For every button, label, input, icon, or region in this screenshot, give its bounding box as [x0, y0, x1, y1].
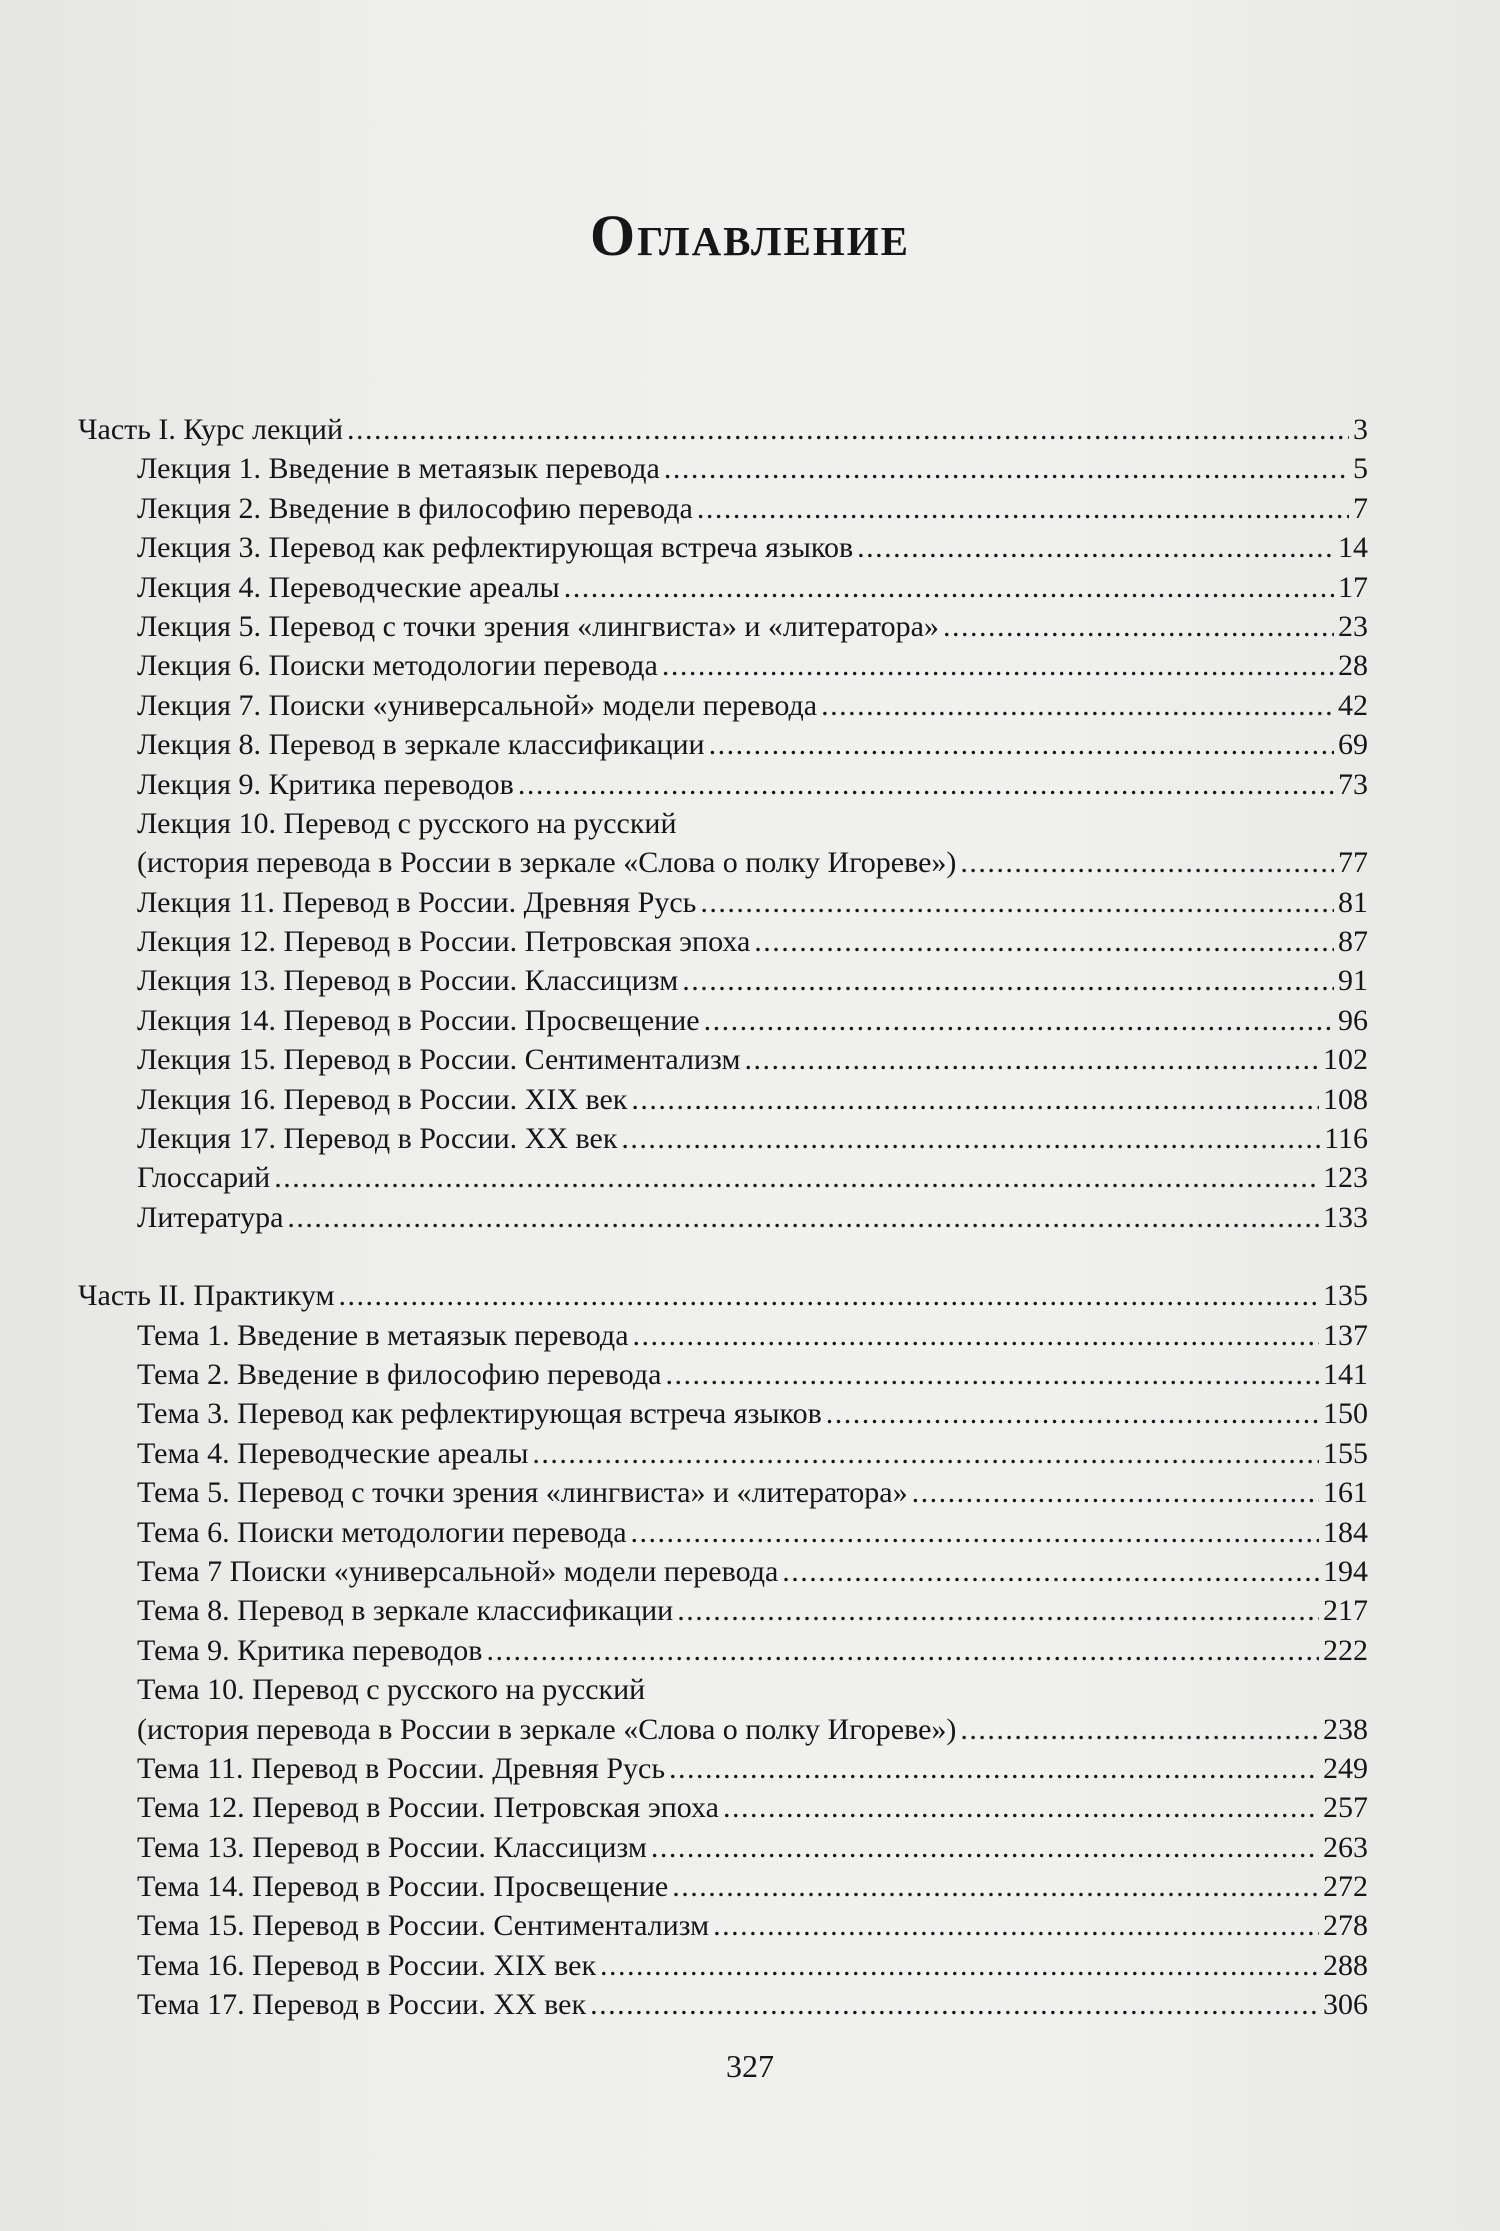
toc-entry-title: Лекция 12. Перевод в России. Петровская эпоха — [137, 925, 751, 959]
toc-entry — [78, 725, 1368, 764]
toc-entry-page: 150 — [1323, 1397, 1368, 1431]
toc-entry-page: 141 — [1323, 1357, 1368, 1391]
dot-leader — [590, 1985, 1319, 2024]
toc-entry-page: 77 — [1338, 846, 1368, 880]
dot-leader — [662, 646, 1334, 685]
toc-entry-title: (история перевода в России в зеркале «Слова о полку Игореве») — [137, 846, 957, 880]
toc-entry-title: Лекция 14. Перевод в России. Просвещение — [137, 1003, 700, 1037]
toc-entry-title: Лекция 3. Перевод как рефлектирующая встреча языков — [137, 531, 854, 565]
toc-entry-title: Лекция 7. Поиски «универсальной» модели перевода — [137, 688, 818, 722]
dot-leader — [857, 528, 1334, 567]
toc-entry-page: 102 — [1323, 1043, 1368, 1077]
toc-entry-continuation — [78, 843, 1368, 882]
dot-leader — [532, 1434, 1319, 1473]
dot-leader — [287, 1198, 1319, 1237]
toc-entry — [78, 1631, 1368, 1670]
toc-entry-page: 96 — [1338, 1003, 1368, 1037]
dot-leader — [682, 961, 1334, 1000]
dot-leader — [960, 843, 1334, 882]
dot-leader — [672, 1867, 1319, 1906]
toc-entry — [78, 1749, 1368, 1788]
dot-leader — [723, 1788, 1319, 1827]
toc-entry — [78, 568, 1368, 607]
toc-entry-title: Тема 14. Перевод в России. Просвещение — [137, 1870, 669, 1904]
toc-entry — [78, 528, 1368, 567]
toc-entry-title: Тема 12. Перевод в России. Петровская эпоха — [137, 1791, 719, 1825]
dot-leader — [631, 1513, 1319, 1552]
toc-entry-page: 288 — [1323, 1948, 1368, 1982]
dot-leader — [274, 1158, 1319, 1197]
dot-leader — [713, 1906, 1319, 1945]
dot-leader — [960, 1710, 1319, 1749]
toc-entry-title: Лекция 13. Перевод в России. Классицизм — [137, 964, 679, 998]
toc-entry-continuation — [78, 1710, 1368, 1749]
toc-entry-page: 133 — [1323, 1200, 1368, 1234]
dot-leader — [912, 1473, 1319, 1512]
page-title: Оглавление — [590, 203, 910, 268]
toc-entry-page: 28 — [1338, 649, 1368, 683]
toc-entry-title: Часть II. Практикум — [78, 1279, 335, 1313]
toc-entry — [78, 1985, 1368, 2024]
toc-entry — [78, 1080, 1368, 1119]
toc-entry-page: 23 — [1338, 609, 1368, 643]
toc-entry-title: Тема 11. Перевод в России. Древняя Русь — [137, 1751, 666, 1785]
toc-part-heading — [78, 1276, 1368, 1315]
toc-entry-title: Лекция 10. Перевод с русского на русский — [137, 806, 677, 840]
toc-entry-title: Лекция 5. Перевод с точки зрения «лингвиста» и «литератора» — [137, 609, 939, 643]
toc-entry-page: 194 — [1323, 1554, 1368, 1588]
toc-entry-page: 73 — [1338, 767, 1368, 801]
dot-leader — [782, 1552, 1319, 1591]
dot-leader — [633, 1316, 1319, 1355]
toc-entry-page: 81 — [1338, 885, 1368, 919]
toc-entry — [78, 1867, 1368, 1906]
toc-entry-title: (история перевода в России в зеркале «Слова о полку Игореве») — [137, 1712, 957, 1746]
toc-entry-page: 69 — [1338, 728, 1368, 762]
toc-entry-page: 87 — [1338, 925, 1368, 959]
toc-entry-title: Тема 1. Введение в метаязык перевода — [137, 1318, 629, 1352]
toc-entry-title: Тема 4. Переводческие ареалы — [137, 1436, 529, 1470]
toc-entry — [78, 804, 1368, 843]
dot-leader — [621, 1119, 1320, 1158]
toc-entry-page: 137 — [1323, 1318, 1368, 1352]
toc-entry-title: Лекция 1. Введение в метаязык перевода — [137, 452, 660, 486]
toc-entry — [78, 1513, 1368, 1552]
dot-leader — [677, 1591, 1319, 1630]
toc-entry-page: 91 — [1338, 964, 1368, 998]
dot-leader — [709, 725, 1334, 764]
page-number: 327 — [726, 2048, 774, 2084]
toc-entry-page: 306 — [1323, 1988, 1368, 2022]
dot-leader — [700, 883, 1334, 922]
toc-entry-page: 263 — [1323, 1830, 1368, 1864]
toc-entry-title: Тема 3. Перевод как рефлектирующая встреча языков — [137, 1397, 822, 1431]
toc-entry — [78, 1394, 1368, 1433]
toc-entry — [78, 765, 1368, 804]
toc-entry-page: 238 — [1323, 1712, 1368, 1746]
toc-entry-title: Лекция 15. Перевод в России. Сентиментализм — [137, 1043, 741, 1077]
toc-entry — [78, 607, 1368, 646]
dot-leader — [669, 1749, 1319, 1788]
dot-leader — [600, 1946, 1319, 1985]
toc-entry-page: 222 — [1323, 1633, 1368, 1667]
toc-entry-title: Тема 2. Введение в философию перевода — [137, 1357, 662, 1391]
toc-entry-page: 217 — [1323, 1594, 1368, 1628]
dot-leader — [704, 1001, 1334, 1040]
toc-entry-title: Тема 15. Перевод в России. Сентиментализм — [137, 1909, 710, 1943]
toc-entry — [78, 1198, 1368, 1237]
dot-leader — [697, 489, 1349, 528]
toc-entry-title: Лекция 16. Перевод в России. XIX век — [137, 1082, 628, 1116]
toc-entry-page: 123 — [1323, 1161, 1368, 1195]
toc-entry-title: Глоссарий — [137, 1161, 271, 1195]
dot-leader — [665, 1355, 1319, 1394]
toc-entry — [78, 1946, 1368, 1985]
toc-part — [78, 1276, 1368, 2024]
toc-entry — [78, 1316, 1368, 1355]
toc-entry — [78, 922, 1368, 961]
dot-leader — [564, 568, 1334, 607]
dot-leader — [518, 765, 1334, 804]
toc-entry-page: 135 — [1323, 1279, 1368, 1313]
toc-entry-title: Тема 9. Критика переводов — [137, 1633, 483, 1667]
toc-entry — [78, 1828, 1368, 1867]
dot-leader — [631, 1080, 1319, 1119]
table-of-contents — [78, 410, 1368, 2025]
toc-entry-page: 116 — [1324, 1122, 1368, 1156]
toc-entry — [78, 1906, 1368, 1945]
toc-entry — [78, 1788, 1368, 1827]
toc-entry — [78, 646, 1368, 685]
toc-entry-page: 184 — [1323, 1515, 1368, 1549]
toc-entry-title: Часть I. Курс лекций — [78, 413, 344, 446]
toc-entry-page: 249 — [1323, 1751, 1368, 1785]
dot-leader — [821, 686, 1334, 725]
toc-entry-title: Тема 17. Перевод в России. XX век — [137, 1988, 587, 2022]
dot-leader — [943, 607, 1334, 646]
toc-entry-page: 17 — [1338, 570, 1368, 604]
toc-entry-title: Лекция 9. Критика переводов — [137, 767, 514, 801]
toc-entry-title: Тема 13. Перевод в России. Классицизм — [137, 1830, 647, 1864]
toc-entry-page: 257 — [1323, 1791, 1368, 1825]
dot-leader — [826, 1394, 1319, 1433]
toc-entry-page: 14 — [1338, 531, 1368, 565]
toc-entry — [78, 1670, 1368, 1709]
toc-part-heading — [78, 410, 1368, 449]
toc-entry-page: 3 — [1353, 413, 1368, 446]
toc-entry — [78, 883, 1368, 922]
toc-entry-page: 272 — [1323, 1870, 1368, 1904]
toc-entry-title: Лекция 6. Поиски методологии перевода — [137, 649, 658, 683]
dot-leader — [486, 1631, 1319, 1670]
toc-entry — [78, 1434, 1368, 1473]
toc-entry-title: Литература — [137, 1200, 284, 1234]
toc-entry-title: Тема 7 Поиски «универсальной» модели перевода — [137, 1554, 779, 1588]
toc-entry — [78, 961, 1368, 1000]
toc-entry-title: Тема 5. Перевод с точки зрения «лингвиста» и «литератора» — [137, 1476, 908, 1510]
toc-entry-title: Тема 16. Перевод в России. XIX век — [137, 1948, 597, 1982]
toc-entry — [78, 1158, 1368, 1197]
toc-entry — [78, 686, 1368, 725]
dot-leader — [664, 449, 1349, 488]
toc-entry — [78, 1040, 1368, 1079]
toc-entry-page: 161 — [1323, 1476, 1368, 1510]
toc-entry-title: Лекция 2. Введение в философию перевода — [137, 491, 693, 525]
toc-entry — [78, 1355, 1368, 1394]
toc-entry-page: 42 — [1338, 688, 1368, 722]
toc-entry-title: Тема 6. Поиски методологии перевода — [137, 1515, 627, 1549]
dot-leader — [744, 1040, 1319, 1079]
toc-entry-title: Тема 8. Перевод в зеркале классификации — [137, 1594, 674, 1628]
toc-entry-title: Лекция 4. Переводческие ареалы — [137, 570, 560, 604]
toc-entry-title: Лекция 17. Перевод в России. XX век — [137, 1122, 618, 1156]
dot-leader — [338, 1276, 1319, 1315]
dot-leader — [754, 922, 1334, 961]
dot-leader — [651, 1828, 1319, 1867]
toc-entry — [78, 1001, 1368, 1040]
toc-entry — [78, 1473, 1368, 1512]
toc-entry-page: 278 — [1323, 1909, 1368, 1943]
toc-entry — [78, 1591, 1368, 1630]
toc-entry — [78, 449, 1368, 488]
dot-leader — [347, 410, 1349, 449]
toc-entry-page: 108 — [1323, 1082, 1368, 1116]
toc-entry — [78, 1119, 1368, 1158]
toc-entry-page: 7 — [1353, 491, 1368, 525]
toc-entry-title: Лекция 11. Перевод в России. Древняя Русь — [137, 885, 697, 919]
toc-entry — [78, 489, 1368, 528]
toc-entry-title: Тема 10. Перевод с русского на русский — [137, 1673, 646, 1707]
toc-entry-page: 155 — [1323, 1436, 1368, 1470]
toc-part — [78, 410, 1368, 1237]
toc-entry — [78, 1552, 1368, 1591]
toc-entry-title: Лекция 8. Перевод в зеркале классификации — [137, 728, 705, 762]
toc-entry-page: 5 — [1353, 452, 1368, 486]
